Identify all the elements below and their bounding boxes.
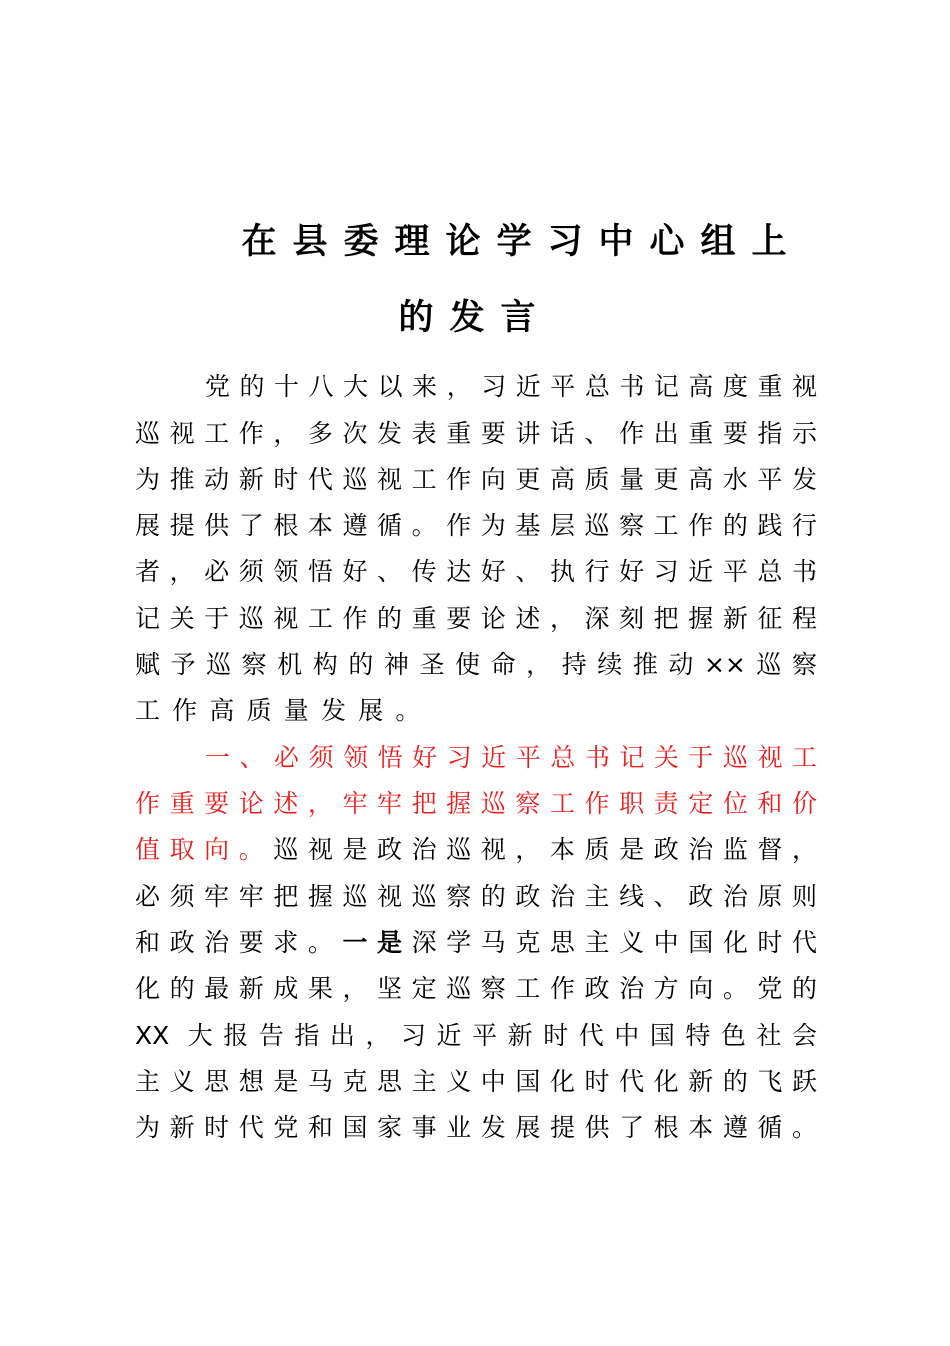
section-heading-line: 作重要论述，牢牢把握巡察工作职责定位和价 bbox=[135, 789, 817, 818]
paragraph-line: 主义思想是马克思主义中国化时代化新的飞跃 bbox=[135, 1067, 817, 1096]
paragraph-line: 化的最新成果，坚定巡察工作政治方向。党的 bbox=[135, 974, 817, 1003]
paragraph-line: XX 大报告指出，习近平新时代中国特色社会 bbox=[135, 1021, 817, 1050]
paragraph-line: 赋予巡察机构的神圣使命，持续推动××巡察 bbox=[135, 650, 817, 679]
paragraph-line: 必须牢牢把握巡视巡察的政治主线、政治原则 bbox=[135, 882, 817, 911]
bold-marker: 一是 bbox=[342, 928, 412, 957]
paragraph-line: 为新时代党和国家事业发展提供了根本遵循。 bbox=[135, 1113, 817, 1142]
section-heading-end: 值取向。 bbox=[135, 835, 274, 864]
paragraph-line: 工作高质量发展。 bbox=[135, 696, 433, 725]
paragraph-line: 党的十八大以来，习近平总书记高度重视 bbox=[205, 372, 817, 401]
document-title-line-2: 的发言 bbox=[398, 298, 552, 338]
paragraph-line: 记关于巡视工作的重要论述，深刻把握新征程 bbox=[135, 604, 817, 633]
paragraph-line: 者，必须领悟好、传达好、执行好习近平总书 bbox=[135, 557, 817, 586]
paragraph-line bbox=[135, 830, 817, 870]
paragraph-line bbox=[135, 923, 817, 963]
section-heading-line: 一、必须领悟好习近平总书记关于巡视工 bbox=[205, 743, 817, 772]
document-title-line-1: 在县委理论学习中心组上 bbox=[241, 222, 803, 262]
paragraph-line: 巡视工作，多次发表重要讲话、作出重要指示 bbox=[135, 419, 817, 448]
paragraph-line: 展提供了根本遵循。作为基层巡察工作的践行 bbox=[135, 511, 817, 540]
paragraph-text: 巡视是政治巡视，本质是政治监督， bbox=[273, 835, 817, 864]
paragraph-line: 为推动新时代巡视工作向更高质量更高水平发 bbox=[135, 465, 817, 494]
paragraph-text: 和政治要求。 bbox=[135, 928, 343, 957]
paragraph-text: 深学马克思主义中国化时代 bbox=[411, 928, 817, 957]
